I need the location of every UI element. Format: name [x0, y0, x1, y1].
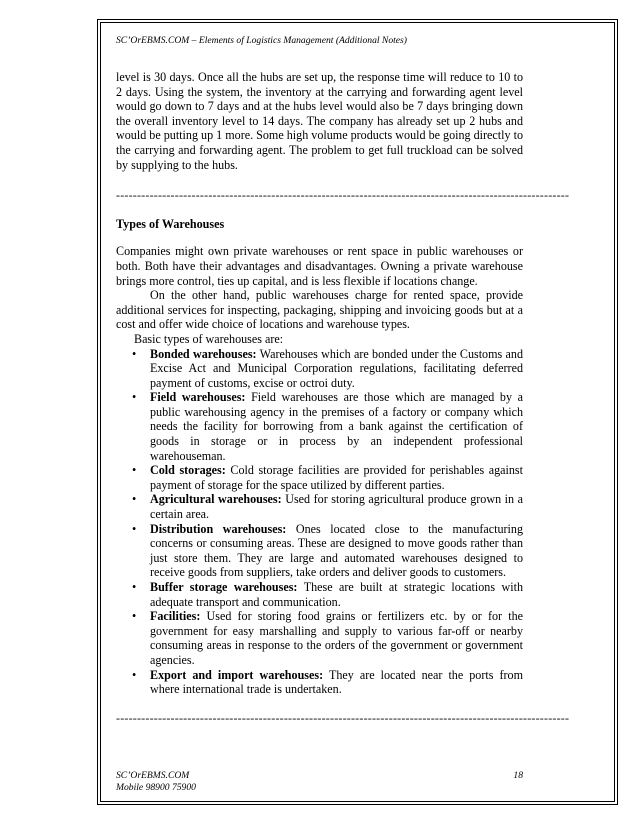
list-item-term: Export and import warehouses:	[150, 667, 324, 682]
list-item-text: These are built at strategic locations with adequate transport and communication.	[150, 580, 524, 609]
list-item	[132, 492, 523, 522]
bullet-icon: •	[132, 346, 137, 361]
list-item-term: Field warehouses:	[150, 390, 246, 405]
list-item-term: Agricultural warehouses:	[150, 492, 282, 507]
list-item-text: They are located near the ports from where international trade is undertaken.	[150, 667, 523, 697]
page-footer	[116, 770, 523, 794]
running-header: SC’OrEBMS.COM – Elements of Logistics Management (Additional Notes)	[116, 35, 407, 46]
bullet-icon: •	[132, 609, 137, 624]
list-item	[132, 521, 523, 580]
list-item-term: Bonded warehouses:	[150, 346, 257, 361]
list-item-text: Field warehouses are those which are managed by a public warehousing agency in the premises of a factory or company which needs the facility for borrowing from a bank against the certification of goods in storage or in process by an independent professional warehouseman.	[150, 390, 523, 463]
separator-line: ------------------------------------------------------------------------------------------------------------	[116, 710, 570, 725]
list-item	[132, 667, 523, 697]
bullet-icon: •	[132, 667, 137, 682]
intro-paragraph: level is 30 days. Once all the hubs are set up, the response time will reduce to 10 to 2 days. Using the system, the inventory at the carrying and forwarding agent level would go down to 7 days and at the hubs level would also be 7 days bringing down the overall inventory level to 14 days. The company has already set up 2 hubs and would be putting up 1 more. Some high volume products would be going directly to the carrying and forwarding agent. The problem to get full truckload can be solved by supplying to the hubs.	[116, 70, 523, 172]
list-item-term: Facilities:	[150, 609, 201, 624]
bullet-icon: •	[132, 390, 137, 405]
bullet-icon: •	[132, 463, 137, 478]
list-item	[132, 580, 524, 609]
list-item-text: Warehouses which are bonded under the Customs and Excise Act and Municipal Corporation regulations, facilitating deferred payment of customs, excise or octroi duty.	[150, 346, 523, 390]
list-item-term: Distribution warehouses:	[150, 521, 287, 536]
paragraph-private-public: Companies might own private warehouses or rent space in public warehouses or both. Both have their advantages and disadvantages. Owning a private warehouse brings more control, ties up capital, and is less flexible if locations change.	[116, 244, 523, 288]
separator-line: ------------------------------------------------------------------------------------------------------------	[116, 188, 570, 203]
list-item	[132, 609, 523, 667]
list-item-text: Used for storing food grains or fertilizers etc. by or for the government for easy marshalling and supply to various far-off or nearby consuming areas in response to the orders of the government or government agencies.	[150, 609, 523, 667]
list-item	[132, 463, 523, 492]
list-item-term: Buffer storage warehouses:	[150, 580, 298, 594]
list-item	[132, 346, 523, 391]
list-item-text: Cold storage facilities are provided for perishables against payment of storage for the space utilized by different parties.	[150, 463, 523, 492]
list-item	[132, 390, 523, 463]
bullet-icon: •	[132, 492, 137, 507]
footer-site: SC’OrEBMS.COM	[116, 770, 190, 781]
list-item-text: Used for storing agricultural produce grown in a certain area.	[150, 492, 523, 522]
page-number: 18	[513, 770, 523, 781]
list-item-text: Ones located close to the manufacturing concerns or consuming areas. These are designed to move goods rather than just store them. They are large and automated warehouses designed to receive goods from suppliers, take orders and deliver goods to customers.	[150, 521, 523, 580]
footer-mobile: Mobile 98900 75900	[116, 782, 196, 793]
section-heading: Types of Warehouses	[116, 216, 225, 231]
bullet-icon: •	[132, 580, 137, 594]
basic-types-intro: Basic types of warehouses are:	[134, 331, 284, 346]
bullet-icon: •	[132, 521, 137, 536]
warehouse-types-list	[116, 347, 523, 697]
page-content	[116, 70, 570, 725]
paragraph-public-warehouses: On the other hand, public warehouses charge for rented space, provide additional services for inspecting, packaging, shipping and invoicing goods but at a cost and offer wide choice of locations and warehouse types.	[116, 288, 523, 332]
list-item-term: Cold storages:	[150, 463, 226, 478]
